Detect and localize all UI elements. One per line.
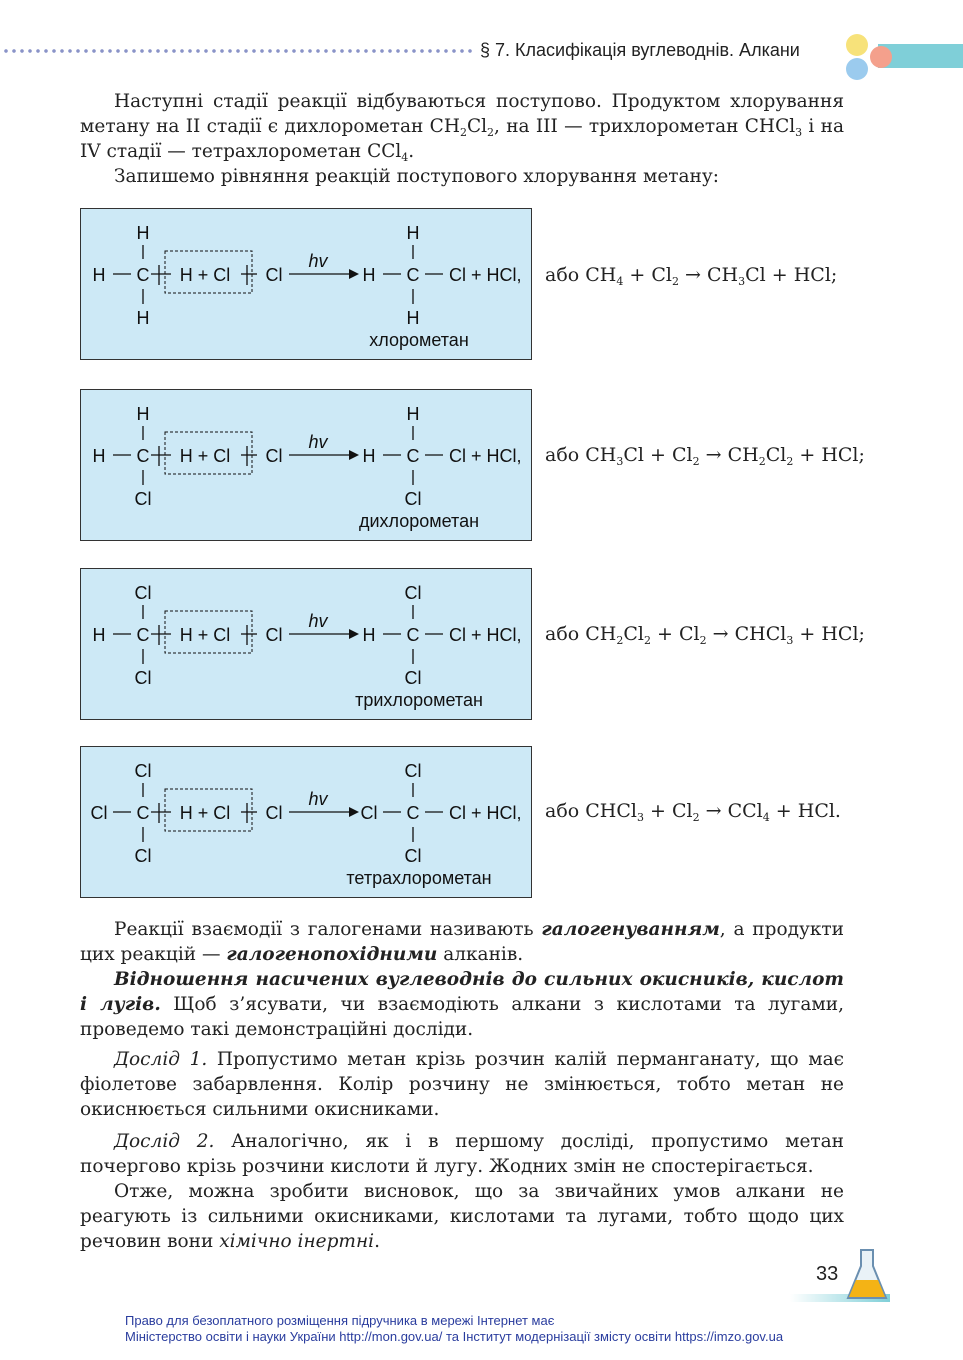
condensed-equation <box>545 264 837 286</box>
right-top-substituent: Cl <box>404 583 422 603</box>
equation-part: + Cl <box>650 623 700 645</box>
reaction-scheme-box <box>80 746 532 898</box>
left-bottom-substituent: Cl <box>134 846 152 866</box>
arrow-head-icon <box>349 450 359 460</box>
right-products: Cl + HCl, <box>449 265 522 285</box>
left-left-substituent: Cl <box>90 803 108 823</box>
right-top-substituent: H <box>406 404 420 424</box>
equation-subscript: 3 <box>636 811 644 824</box>
left-top-substituent: H <box>136 404 150 424</box>
left-bottom-substituent: Cl <box>134 489 152 509</box>
left-chlorine: Cl <box>265 625 283 645</box>
left-carbon: C <box>136 625 150 645</box>
right-bottom-substituent: Cl <box>404 668 422 688</box>
equation-part: → CH <box>678 264 739 286</box>
light-condition-label: hv <box>308 251 328 271</box>
equation-subscript: 4 <box>616 275 624 288</box>
header-dotted-line <box>2 47 472 55</box>
condensed-equation <box>545 800 841 822</box>
equation-subscript: 2 <box>758 455 766 468</box>
equation-subscript: 3 <box>738 275 746 288</box>
right-bottom-substituent: Cl <box>404 489 422 509</box>
structural-formula <box>81 569 531 719</box>
left-top-substituent: H <box>136 223 150 243</box>
structural-formula <box>81 209 531 359</box>
exchanged-atoms: H + Cl <box>179 265 231 285</box>
halogenation-paragraph: Реакції взаємодії з галогенами називають галогенуванням, а продукти цих реакцій — галогенопохідними алканів. <box>80 919 844 965</box>
left-top-substituent: Cl <box>134 583 152 603</box>
left-left-substituent: H <box>92 625 106 645</box>
oxidizer-paragraph: Відношення насичених вуглеводнів до сильних окисників, кислот і лугів. Щоб з’ясувати, чи взаємодіють алкани з кислотами та лугами, проведемо такі демонстраційні досліди. <box>80 969 844 1040</box>
equation-subscript: 2 <box>692 811 700 824</box>
equation-subscript: 2 <box>671 275 679 288</box>
equation-part: → CHCl <box>706 623 787 645</box>
exchanged-atoms: H + Cl <box>179 446 231 466</box>
right-bottom-substituent: Cl <box>404 846 422 866</box>
right-left-substituent: H <box>362 265 376 285</box>
left-bottom-substituent: Cl <box>134 668 152 688</box>
equation-part: або CHCl <box>545 800 637 822</box>
left-chlorine: Cl <box>265 446 283 466</box>
product-name-label: дихлорометан <box>358 511 480 531</box>
product-name-label: трихлорометан <box>355 690 483 710</box>
equation-part: Cl <box>765 444 787 466</box>
arrow-head-icon <box>349 269 359 279</box>
exchanged-atoms: H + Cl <box>179 625 231 645</box>
conclusion-paragraph: Отже, можна зробити висновок, що за звичайних умов алкани не реагують із сильними окисниками, кислотами та лугами, тобто щодо цих речовин вони хімічно інертні. <box>80 1181 844 1252</box>
equation-subscript: 2 <box>616 634 624 647</box>
right-products: Cl + HCl, <box>449 446 522 466</box>
equation-part: → CCl <box>699 800 763 822</box>
left-chlorine: Cl <box>265 803 283 823</box>
left-left-substituent: H <box>92 446 106 466</box>
equation-subscript: 3 <box>616 455 624 468</box>
structural-formula <box>81 747 531 897</box>
product-name-label: тетрахлорометан <box>346 868 492 888</box>
light-condition-label: hv <box>308 432 328 452</box>
left-top-substituent: Cl <box>134 761 152 781</box>
equation-subscript: 2 <box>692 455 700 468</box>
light-condition-label: hv <box>308 611 328 631</box>
product-name-label: хлорометан <box>369 330 469 350</box>
equation-part: + Cl <box>623 264 672 286</box>
equation-part: Cl <box>623 623 644 645</box>
left-bottom-substituent: H <box>136 308 150 328</box>
equation-part: → CH <box>699 444 759 466</box>
intro-paragraph-2: Запишемо рівняння реакцій поступового хлорування метану: <box>114 166 720 187</box>
reaction-scheme-box <box>80 389 532 541</box>
right-top-substituent: Cl <box>404 761 422 781</box>
right-products: Cl + HCl, <box>449 803 522 823</box>
left-carbon: C <box>136 446 150 466</box>
footer-line-1: Право для безоплатного розміщення підручника в мережі Інтернет має <box>125 1313 555 1328</box>
right-top-substituent: H <box>406 223 420 243</box>
arrow-head-icon <box>349 629 359 639</box>
right-products: Cl + HCl, <box>449 625 522 645</box>
equation-part: + Cl <box>643 800 693 822</box>
reaction-scheme-box <box>80 568 532 720</box>
experiment-2-paragraph: Дослід 2. Аналогічно, як і в першому досліді, пропустимо метан почергово крізь розчини кислоти й лугу. Жодних змін не спостерігається. <box>80 1131 844 1177</box>
equation-subscript: 4 <box>762 811 770 824</box>
right-left-substituent: H <box>362 446 376 466</box>
left-carbon: C <box>136 265 150 285</box>
right-left-substituent: Cl <box>360 803 378 823</box>
page-number: 33 <box>816 1263 839 1285</box>
structural-formula <box>81 390 531 540</box>
exchanged-atoms: H + Cl <box>179 803 231 823</box>
equation-part: + HCl; <box>793 623 865 645</box>
left-left-substituent: H <box>92 265 106 285</box>
experiment-1-paragraph: Дослід 1. Пропустимо метан крізь розчин калій перманганату, що має фіолетове забарвлення. Колір розчину не змінюється, тобто метан не окиснюється сильними окисниками. <box>80 1049 844 1120</box>
condensed-equation <box>545 444 865 466</box>
left-carbon: C <box>136 803 150 823</box>
intro-paragraph: Наступні стадії реакції відбуваються поступово. Продуктом хлорування метану на II стадії є дихлорометан $CH_2Cl_2$, на III — трихлорометан CHCl$_3$ і на IV стадії — тетрахлорометан CCl$_4$. <box>80 91 844 164</box>
equation-part: + HCl; <box>793 444 865 466</box>
right-carbon: C <box>406 446 420 466</box>
light-condition-label: hv <box>308 789 328 809</box>
equation-subscript: 2 <box>786 455 794 468</box>
equation-subscript: 2 <box>643 634 651 647</box>
equation-part: або CH <box>545 444 617 466</box>
left-chlorine: Cl <box>265 265 283 285</box>
condensed-equation <box>545 623 865 645</box>
equation-part: або CH <box>545 623 617 645</box>
footer-line-2: Міністерство освіти і науки України http://mon.gov.ua/ та Інститут модернізації змісту освіти https://imzo.gov.ua <box>125 1329 784 1344</box>
right-bottom-substituent: H <box>406 308 420 328</box>
equation-part: Cl + HCl; <box>745 264 838 286</box>
equation-part: Cl + Cl <box>623 444 693 466</box>
right-left-substituent: H <box>362 625 376 645</box>
arrow-head-icon <box>349 807 359 817</box>
right-carbon: C <box>406 265 420 285</box>
equation-subscript: 2 <box>699 634 707 647</box>
right-carbon: C <box>406 803 420 823</box>
flask-icon <box>846 1248 888 1302</box>
header-title: § 7. Класифікація вуглеводнів. Алкани <box>480 40 800 60</box>
reaction-scheme-box <box>80 208 532 360</box>
equation-subscript: 3 <box>786 634 794 647</box>
equation-part: + HCl. <box>769 800 841 822</box>
equation-part: або CH <box>545 264 617 286</box>
right-carbon: C <box>406 625 420 645</box>
